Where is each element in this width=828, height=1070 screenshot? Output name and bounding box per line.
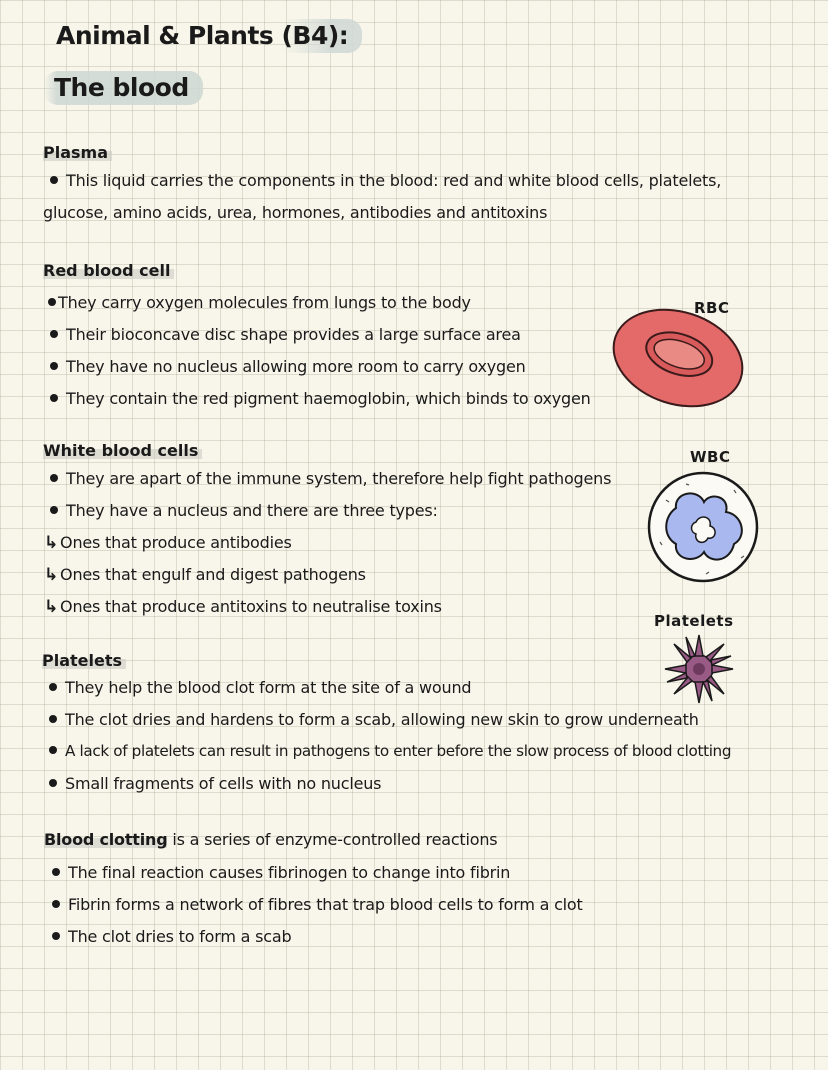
clotting-intro: Blood clotting is a series of enzyme-controlled reactions xyxy=(44,830,498,849)
bullet-icon xyxy=(52,932,60,940)
platelets-heading: Platelets xyxy=(42,651,126,670)
wbc-label: WBC xyxy=(690,448,731,466)
arrow-icon: ↳ xyxy=(44,597,59,617)
red-blood-cell-illustration xyxy=(608,300,748,418)
arrow-icon: ↳ xyxy=(44,533,59,553)
platelets-point-4: Small fragments of cells with no nucleus xyxy=(49,774,381,793)
plasma-line-2: glucose, amino acids, urea, hormones, antibodies and antitoxins xyxy=(43,203,548,222)
bullet-icon xyxy=(49,715,57,723)
bullet-icon xyxy=(50,506,58,514)
bullet-icon xyxy=(50,394,58,402)
platelets-label: Platelets xyxy=(654,612,734,630)
bullet-icon xyxy=(50,474,58,482)
clotting-point-1: The final reaction causes fibrinogen to change into fibrin xyxy=(52,863,510,882)
arrow-icon: ↳ xyxy=(44,565,59,585)
platelet-spike xyxy=(686,637,695,657)
rbc-heading: Red blood cell xyxy=(43,261,174,280)
white-blood-cell-illustration xyxy=(646,470,760,584)
page-subtitle: The blood xyxy=(44,71,203,105)
platelet-spike xyxy=(712,665,733,673)
clotting-point-2: Fibrin forms a network of fibres that trap blood cells to form a clot xyxy=(52,895,583,914)
wbc-point-2: They have a nucleus and there are three types: xyxy=(50,501,438,520)
platelet-illustration xyxy=(662,632,736,706)
rbc-point-2: Their bioconcave disc shape provides a large surface area xyxy=(50,325,521,344)
platelets-point-2: The clot dries and hardens to form a scab, allowing new skin to grow underneath xyxy=(49,710,699,729)
platelet-spike xyxy=(665,665,686,673)
platelet-spike xyxy=(695,682,703,703)
bullet-icon xyxy=(52,900,60,908)
clotting-term: Blood clotting xyxy=(44,830,168,849)
bullet-icon xyxy=(48,298,56,306)
bullet-icon xyxy=(49,779,57,787)
page-title: Animal & Plants (B4): xyxy=(46,19,362,53)
wbc-type-1: ↳ Ones that produce antibodies xyxy=(44,533,292,553)
plasma-heading: Plasma xyxy=(43,143,112,162)
platelet-core xyxy=(693,663,705,675)
platelets-point-3: A lack of platelets can result in pathogens to enter before the slow process of blood clotting xyxy=(49,742,731,760)
bullet-icon xyxy=(52,868,60,876)
platelet-spike xyxy=(711,656,731,665)
platelet-spike xyxy=(703,681,712,701)
bullet-icon xyxy=(49,683,57,691)
wbc-point-1: They are apart of the immune system, therefore help fight pathogens xyxy=(50,469,611,488)
rbc-label: RBC xyxy=(694,299,730,317)
platelets-point-1: They help the blood clot form at the site of a wound xyxy=(49,678,471,697)
rbc-point-3: They have no nucleus allowing more room to carry oxygen xyxy=(50,357,526,376)
wbc-type-2: ↳ Ones that engulf and digest pathogens xyxy=(44,565,366,585)
wbc-heading: White blood cells xyxy=(43,441,202,460)
bullet-icon xyxy=(50,330,58,338)
bullet-icon xyxy=(49,746,57,754)
bullet-icon xyxy=(50,362,58,370)
bullet-icon xyxy=(50,176,58,184)
platelet-spike xyxy=(695,635,703,656)
plasma-line-1: This liquid carries the components in the blood: red and white blood cells, platelets, xyxy=(50,171,721,190)
rbc-point-4: They contain the red pigment haemoglobin, which binds to oxygen xyxy=(50,389,591,408)
platelet-spike xyxy=(667,673,687,682)
rbc-point-1: They carry oxygen molecules from lungs to the body xyxy=(48,293,471,312)
wbc-type-3: ↳ Ones that produce antitoxins to neutralise toxins xyxy=(44,597,442,617)
clotting-point-3: The clot dries to form a scab xyxy=(52,927,291,946)
